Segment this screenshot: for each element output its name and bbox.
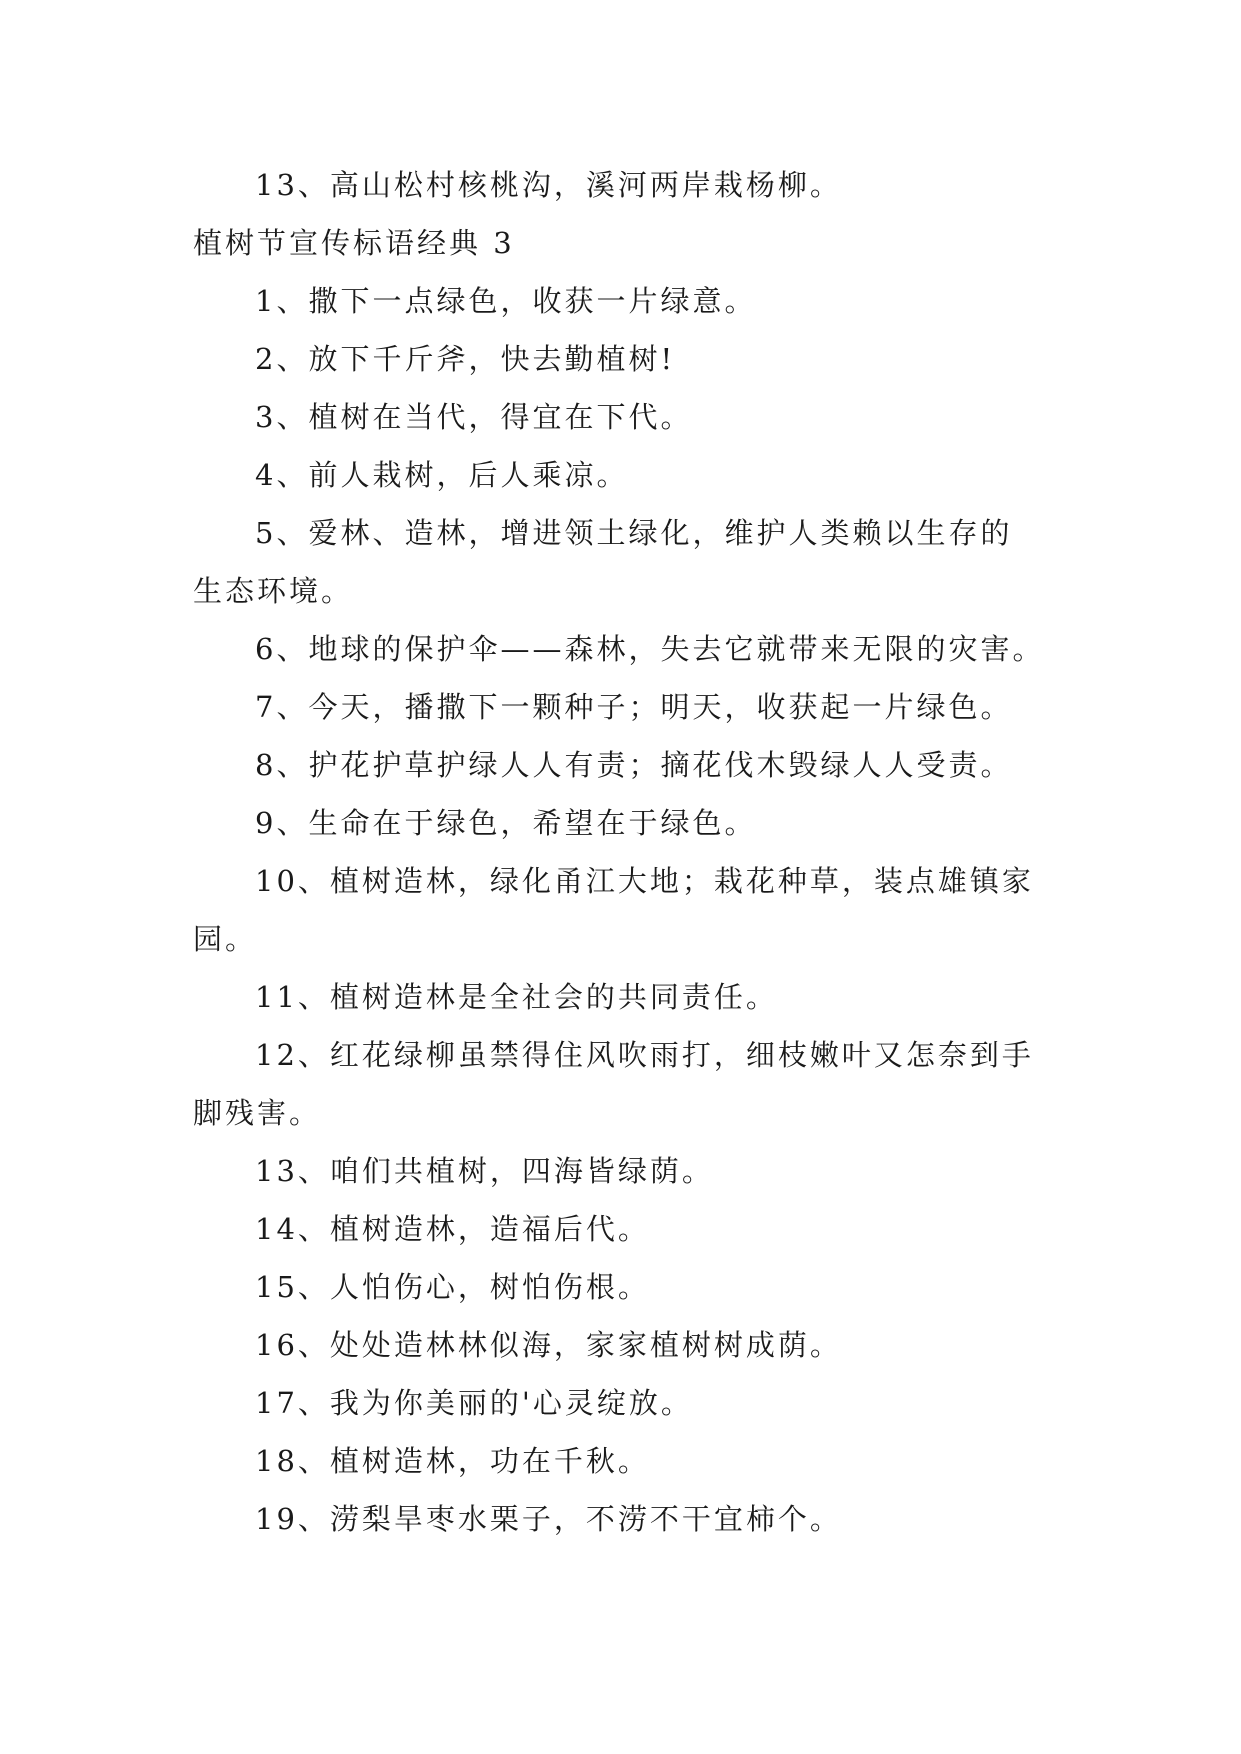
slogan-line: 3、植树在当代，得宜在下代。 bbox=[255, 400, 693, 434]
slogan-line: 19、涝梨旱枣水栗子，不涝不干宜柿个。 bbox=[255, 1502, 842, 1536]
slogan-line: 11、植树造林是全社会的共同责任。 bbox=[255, 980, 778, 1014]
slogan-line: 17、我为你美丽的'心灵绽放。 bbox=[255, 1386, 693, 1420]
slogan-line: 13、高山松村核桃沟，溪河两岸栽杨柳。 bbox=[255, 168, 842, 202]
slogan-line: 13、咱们共植树，四海皆绿荫。 bbox=[255, 1154, 714, 1188]
section-heading: 植树节宣传标语经典 3 bbox=[193, 226, 515, 260]
slogan-line: 18、植树造林，功在千秋。 bbox=[255, 1444, 650, 1478]
slogan-line: 10、植树造林，绿化甬江大地；栽花种草，装点雄镇家 bbox=[255, 864, 1034, 898]
slogan-line-continuation: 脚残害。 bbox=[193, 1096, 322, 1130]
slogan-line-continuation: 生态环境。 bbox=[193, 574, 354, 608]
slogan-line: 7、今天，播撒下一颗种子；明天，收获起一片绿色。 bbox=[255, 690, 1013, 724]
slogan-line: 1、撒下一点绿色，收获一片绿意。 bbox=[255, 284, 757, 318]
slogan-line: 15、人怕伤心，树怕伤根。 bbox=[255, 1270, 650, 1304]
slogan-line: 4、前人栽树，后人乘凉。 bbox=[255, 458, 629, 492]
slogan-line: 9、生命在于绿色，希望在于绿色。 bbox=[255, 806, 757, 840]
slogan-line: 2、放下千斤斧，快去勤植树! bbox=[255, 342, 676, 376]
slogan-line: 6、地球的保护伞——森林，失去它就带来无限的灾害。 bbox=[255, 632, 1045, 666]
document-body bbox=[193, 156, 1063, 1548]
slogan-line: 12、红花绿柳虽禁得住风吹雨打，细枝嫩叶又怎奈到手 bbox=[255, 1038, 1034, 1072]
slogan-line: 5、爱林、造林，增进领土绿化，维护人类赖以生存的 bbox=[255, 516, 1013, 550]
slogan-line: 8、护花护草护绿人人有责；摘花伐木毁绿人人受责。 bbox=[255, 748, 1013, 782]
slogan-line-continuation: 园。 bbox=[193, 922, 258, 956]
slogan-line: 16、处处造林林似海，家家植树树成荫。 bbox=[255, 1328, 842, 1362]
slogan-line: 14、植树造林，造福后代。 bbox=[255, 1212, 650, 1246]
